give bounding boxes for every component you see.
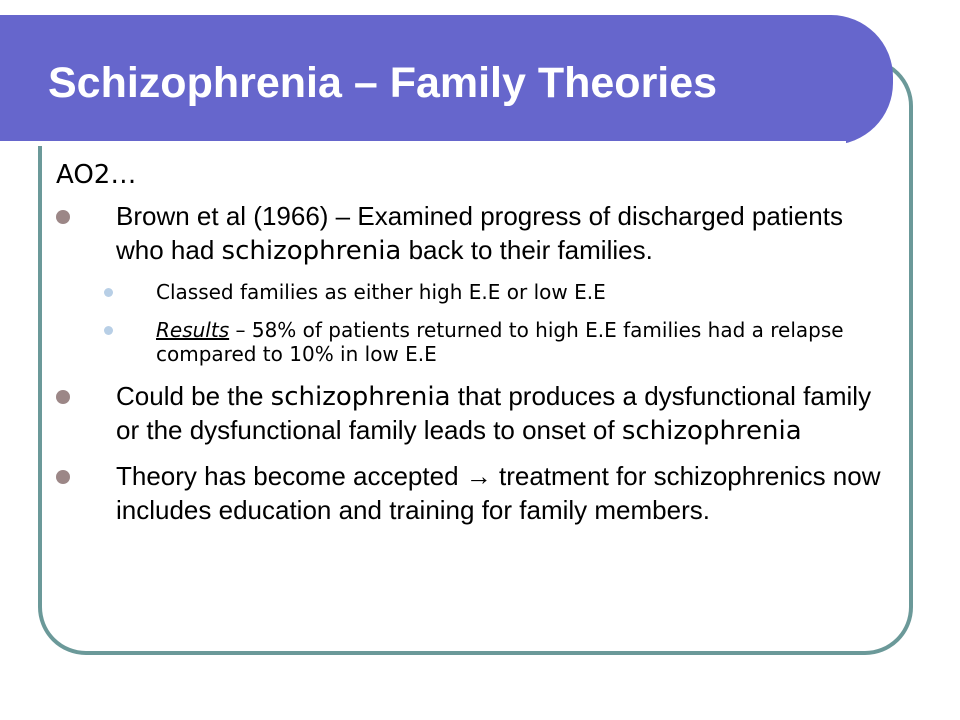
slide-body — [56, 158, 896, 540]
sub-bullet-text: – 58% of patients returned to high E.E families had a relapse compared to 10% in low E.E — [156, 318, 844, 366]
keyword: schizophrenia — [221, 236, 402, 266]
study-citation: Brown et al (1966) — [116, 201, 329, 231]
bullet-text: Could be the — [116, 381, 271, 411]
sub-bullet-item — [56, 318, 896, 366]
sub-bullet-dot-icon — [104, 288, 113, 297]
sub-bullet-item — [56, 280, 896, 304]
slide-title: Schizophrenia – Family Theories — [48, 59, 718, 107]
bullet-dot-icon — [56, 210, 70, 224]
bullet-dot-icon — [56, 390, 70, 404]
lead-text: AO2… — [56, 160, 137, 190]
bullet-item — [56, 380, 896, 448]
bullet-text: that produces a dysfunctional family or the dysfunctional family leads to onset of — [116, 381, 872, 445]
bullet-dot-icon — [56, 470, 70, 484]
keyword: schizophrenia — [621, 416, 802, 446]
results-label: Results — [156, 318, 230, 342]
bullet-text: – Examined progress of discharged patients who had — [116, 201, 843, 265]
bullet-text: back to their families. — [401, 235, 653, 265]
title-underline — [0, 141, 846, 146]
bullet-item — [56, 460, 896, 528]
title-bar — [0, 15, 893, 145]
sub-bullet-dot-icon — [104, 326, 113, 335]
keyword: schizophrenia — [270, 382, 451, 412]
bullet-text: Theory has become accepted → treatment for schizophrenics now includes education and training for family members. — [116, 461, 881, 525]
sub-bullet-text: Classed families as either high E.E or low E.E — [156, 280, 606, 304]
bullet-item — [56, 200, 896, 268]
